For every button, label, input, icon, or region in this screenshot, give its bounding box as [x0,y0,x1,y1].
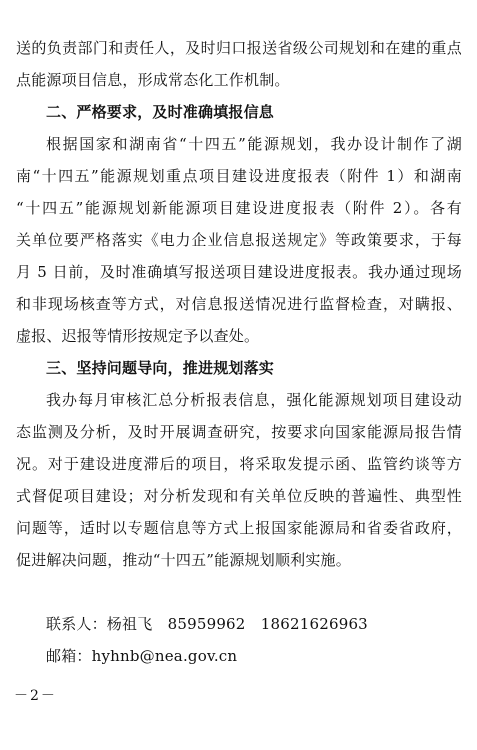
section3-heading: 三、坚持问题导向，推进规划落实 [46,359,275,377]
section2-heading: 二、严格要求，及时准确填报信息 [46,103,275,121]
section2-line-6: 和非现场核查等方式，对信息报送情况进行监督检查，对瞒报、 [16,295,462,313]
section3-line-1: 我办每月审核汇总分析报表信息，强化能源规划项目建设动 [46,391,462,409]
contact-email: 邮箱：hyhnb@nea.gov.cn [46,647,238,665]
section2-line-3: “十四五”能源规划新能源项目建设进度报表（附件 2）。各有 [16,199,462,217]
section2-line-7: 虚报、迟报等情形按规定予以查处。 [16,327,260,345]
section3-line-2: 态监测及分析，及时开展调查研究，按要求向国家能源局报告情 [16,423,462,441]
section3-line-3: 况。对于建设进度滞后的项目，将采取发提示函、监管约谈等方 [16,455,462,473]
page-number: －2－ [14,688,57,704]
intro-line-1: 送的负责部门和责任人，及时归口报送省级公司规划和在建的重点 [16,39,462,57]
section3-line-6: 促进解决问题，推动“十四五”能源规划顺利实施。 [16,551,351,569]
contact-person: 联系人：杨祖飞 85959962 18621626963 [46,615,368,633]
section2-line-4: 关单位要严格落实《电力企业信息报送规定》等政策要求，于每 [16,231,462,249]
section3-line-5: 问题等，适时以专题信息等方式上报国家能源局和省委省政府， [16,519,462,537]
intro-line-2: 点能源项目信息，形成常态化工作机制。 [16,71,290,89]
section2-line-2: 南“十四五”能源规划重点项目建设进度报表（附件 1）和湖南 [16,167,462,185]
section2-line-1: 根据国家和湖南省“十四五”能源规划，我办设计制作了湖 [46,135,462,153]
section3-line-4: 式督促项目建设；对分析发现和有关单位反映的普遍性、典型性 [16,487,462,505]
section2-line-5: 月 5 日前，及时准确填写报送项目建设进度报表。我办通过现场 [16,263,462,281]
